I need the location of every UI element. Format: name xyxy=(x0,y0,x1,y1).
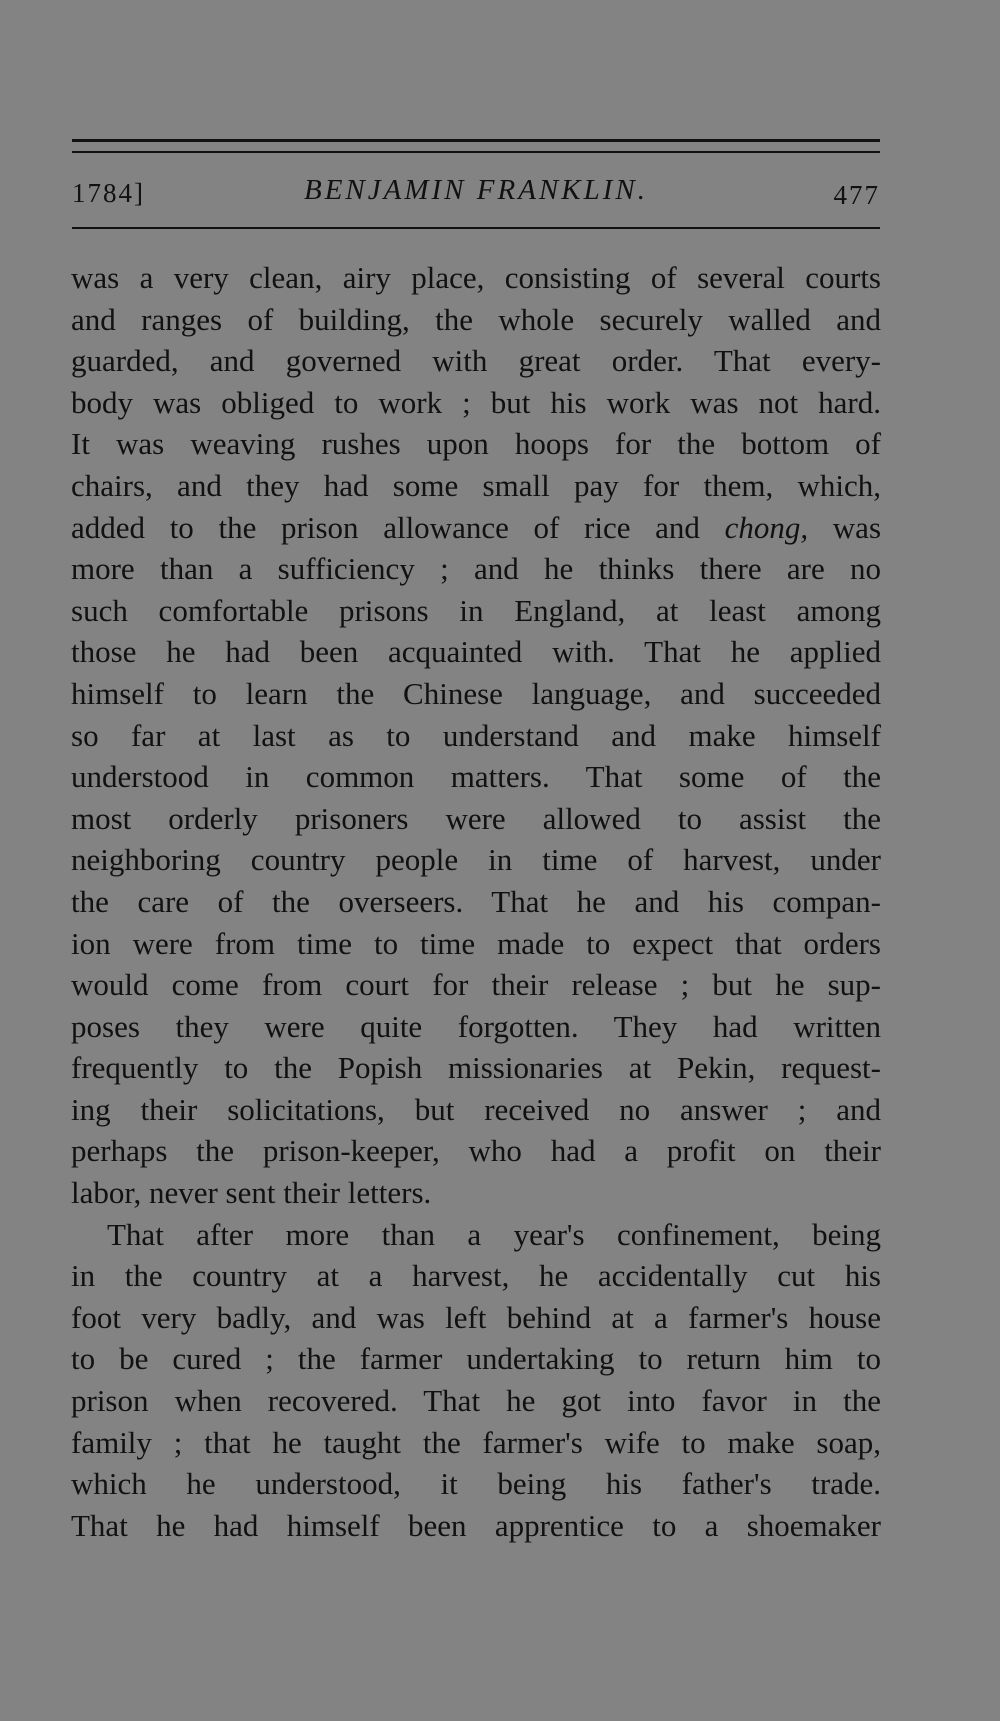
text-line: more than a sufficiency ; and he thinks there are no xyxy=(71,551,881,587)
text-line xyxy=(71,507,881,549)
text-line: poses they were quite forgotten. They had written xyxy=(71,1008,881,1044)
text-line: himself to learn the Chinese language, and succeeded xyxy=(71,675,881,711)
text-line: ing their solicitations, but received no answer ; and xyxy=(71,1091,881,1127)
running-head xyxy=(72,170,880,214)
text-line: would come from court for their release ; but he sup- xyxy=(71,967,881,1003)
text-line: ion were from time to time made to expect that orders xyxy=(71,925,881,961)
text-line: That he had himself been apprentice to a shoemaker xyxy=(71,1507,881,1543)
text-line: neighboring country people in time of harvest, under xyxy=(71,842,881,878)
text-line: chairs, and they had some small pay for them, which, xyxy=(71,467,881,503)
running-head-year: 1784] xyxy=(72,178,145,208)
italic-word: chong, xyxy=(724,509,809,545)
text-line: such comfortable prisons in England, at least among xyxy=(71,592,881,628)
text-line: which he understood, it being his father's trade. xyxy=(71,1466,881,1502)
header-rule-top xyxy=(72,139,880,142)
text-line: the care of the overseers. That he and his compan- xyxy=(71,883,881,919)
text-line: was a very clean, airy place, consisting of several courts xyxy=(71,260,881,295)
text-line: prison when recovered. That he got into favor in the xyxy=(71,1383,881,1419)
text-line: It was weaving rushes upon hoops for the bottom of xyxy=(71,426,881,462)
body-text xyxy=(71,257,881,1546)
page-number: 477 xyxy=(833,180,880,210)
text-line: understood in common matters. That some of the xyxy=(71,759,881,795)
paragraph-first-line: That after more than a year's confinement, being xyxy=(107,1216,881,1252)
text-line: to be cured ; the farmer undertaking to return him to xyxy=(71,1341,881,1377)
text-line: body was obliged to work ; but his work was not hard. xyxy=(71,384,881,420)
text-line: those he had been acquainted with. That he applied xyxy=(71,634,881,670)
paragraph-last-line: labor, never sent their letters. xyxy=(71,1175,432,1211)
text-segment: was xyxy=(832,509,882,545)
header-rule-bottom xyxy=(72,227,880,229)
text-line: perhaps the prison-keeper, who had a profit on their xyxy=(71,1133,881,1169)
running-head-title: BENJAMIN FRANKLIN. xyxy=(304,174,648,206)
text-line: family ; that he taught the farmer's wife to make soap, xyxy=(71,1424,881,1460)
text-line: foot very badly, and was left behind at a farmer's house xyxy=(71,1299,881,1335)
text-line: guarded, and governed with great order. That every- xyxy=(71,343,881,379)
header-rule-top-inner xyxy=(72,151,880,153)
text-segment: added to the prison allowance of rice and xyxy=(71,509,700,545)
text-line: most orderly prisoners were allowed to assist the xyxy=(71,800,881,836)
text-line: and ranges of building, the whole securely walled and xyxy=(71,301,881,337)
text-line: frequently to the Popish missionaries at Pekin, request- xyxy=(71,1050,881,1086)
text-line: in the country at a harvest, he accidentally cut his xyxy=(71,1258,881,1294)
text-line: so far at last as to understand and make himself xyxy=(71,717,881,753)
